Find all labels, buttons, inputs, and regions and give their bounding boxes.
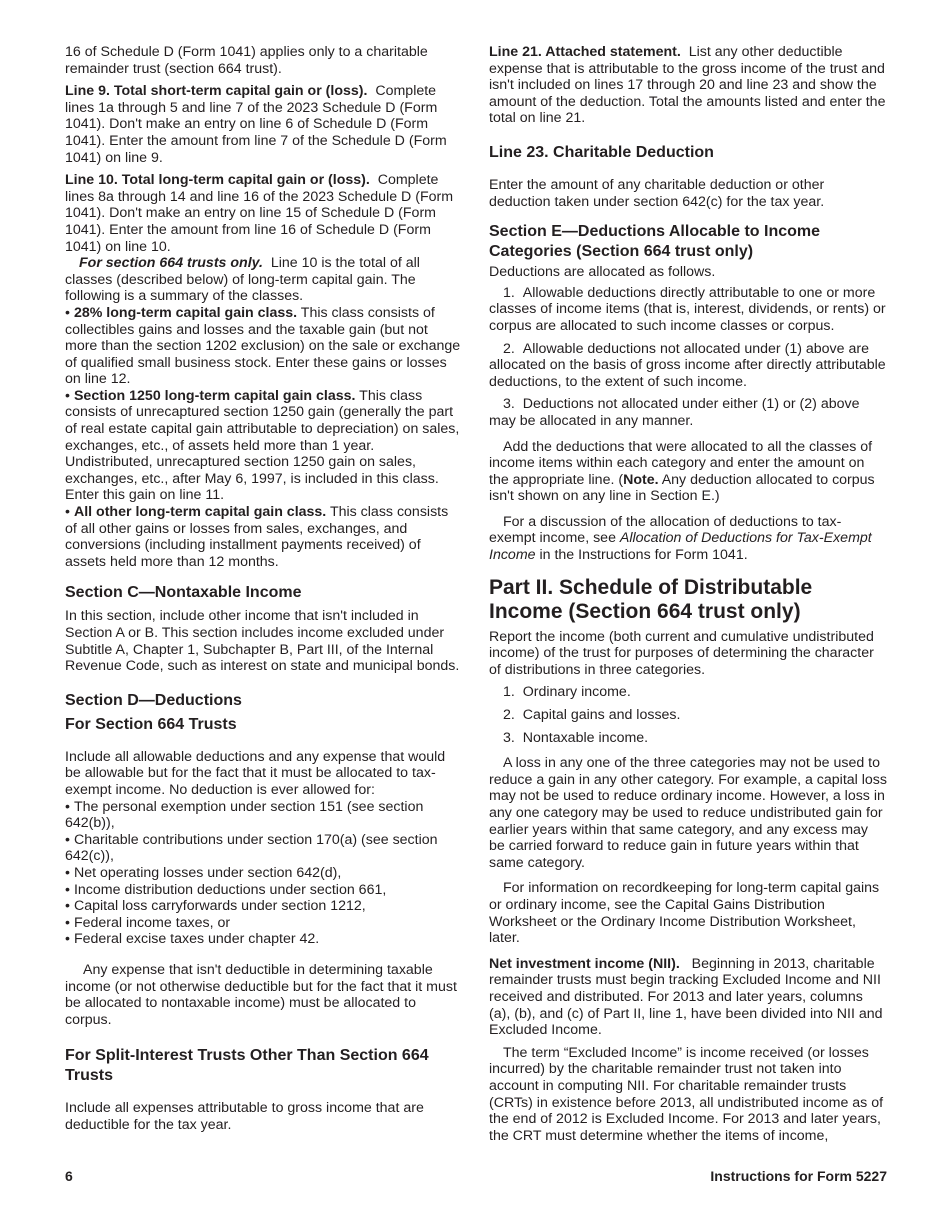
class-1250-bullet: • Section 1250 long-term capital gain class. This class consists of unrecaptured section 1250 gain (generally the part of real estate capital gain attributable to depreciation) on sales, exchanges, etc., of assets held more than 1 year. Undistributed, unrecaptured section 1250 gain on sales, exchanges, etc., after May 6, 1997, is included in this class. Enter this gain on line 11. xyxy=(65,387,460,504)
class-other-bullet: • All other long-term capital gain class. This class consists of all other gains or losses from sales, exchanges, and conversions (including installment payments received) of assets held more than 12 months. xyxy=(65,504,449,570)
allocation-item-2: 2. Allowable deductions not allocated under (1) above are allocated on the basis of gross income after directly attributable deductions, to the extent of such income. xyxy=(489,340,886,390)
section-c-heading: Section C—Nontaxable Income xyxy=(65,584,302,602)
list-item: • Charitable contributions under section 170(a) (see section 642(c)), xyxy=(65,831,438,865)
allocation-item-1: 1. Allowable deductions directly attributable to one or more classes of income items (that is, interest, dividends, or rents) or corpus are allocated to such income classes or corpus. xyxy=(489,284,886,334)
part-ii-heading: Part II. Schedule of Distributable Income (Section 664 trust only) xyxy=(489,575,813,623)
category-list xyxy=(489,684,887,746)
line9-paragraph: Line 9. Total short-term capital gain or (loss). Complete lines 1a through 5 and line 7 of the 2023 Schedule D (Form 1041). Don't make an entry on line 6 of Schedule D (Form 1041). Enter the amount from line 7 of the Schedule D (Form 1041) on line 9. xyxy=(65,83,447,166)
line10-heading: Line 10. Total long-term capital gain or (loss). xyxy=(65,172,370,189)
line23-text: Enter the amount of any charitable deduction or other deduction taken under section 642(c) for the tax year. xyxy=(489,176,825,210)
no-deduction-list xyxy=(65,799,463,948)
split-interest-text: Include all expenses attributable to gross income that are deductible for the tax year. xyxy=(65,1100,424,1133)
add-deductions-paragraph: Add the deductions that were allocated to all the classes of income items within each category and enter the amount on the appropriate line. (Note. Any deduction allocated to corpus isn't shown on any line in Section E.) xyxy=(489,438,875,505)
loss-paragraph: A loss in any one of the three categories may not be used to reduce a gain in any other category. For example, a capital loss may not be used to reduce ordinary income. However, a loss in any one category may be used to reduce undistributed gain for earlier years within that same category, and any excess may be carried forward to reduce gain in future years within that same category. xyxy=(489,755,887,871)
list-item: • Income distribution deductions under section 661, xyxy=(65,881,387,898)
discussion-paragraph: For a discussion of the allocation of deductions to tax-exempt income, see Allocation of Deductions for Tax-Exempt Income in the Instructions for Form 1041. xyxy=(489,513,872,564)
section-e-heading: Section E—Deductions Allocable to Income Categories (Section 664 trust only) xyxy=(489,223,821,261)
list-item: 1. Ordinary income. xyxy=(503,684,631,701)
intro-paragraph: 16 of Schedule D (Form 1041) applies only to a charitable remainder trust (section 664 trust). xyxy=(65,44,428,77)
list-item: • The personal exemption under section 151 (see section 642(b)), xyxy=(65,798,424,832)
line21-paragraph: Line 21. Attached statement. List any other deductible expense that is attributable to the gross income of the trust and isn't included on lines 17 through 20 and line 23 and show the amount of the deduction. Total the amounts listed and enter the total on line 21. xyxy=(489,44,886,127)
section-d-subheading: For Section 664 Trusts xyxy=(65,715,237,733)
section664-paragraph: For section 664 trusts only. Line 10 is the total of all classes (described below) of long-term capital gain. The following is a summary of the classes. xyxy=(65,255,420,305)
recordkeeping-paragraph: For information on recordkeeping for long-term capital gains or ordinary income, see the Capital Gains Distribution Worksheet or the Ordinary Income Distribution Worksheet, later. xyxy=(489,880,880,947)
right-column xyxy=(489,44,887,1150)
split-interest-heading: For Split-Interest Trusts Other Than Section 664 Trusts xyxy=(65,1047,429,1085)
line10-paragraph: Line 10. Total long-term capital gain or (loss). Complete lines 8a through 14 and line 16 of the 2023 Schedule D (Form 1041). Don't make an entry on line 15 of Schedule D (Form 1041). Enter the amount from line 16 of Schedule D (Form 1041) on line 10. xyxy=(65,172,454,255)
list-item: 3. Nontaxable income. xyxy=(503,729,649,746)
section-d-heading: Section D—Deductions xyxy=(65,691,242,709)
list-item: • Federal excise taxes under chapter 42. xyxy=(65,931,320,948)
section-c-text: In this section, include other income that isn't included in Section A or B. This section includes income excluded under Subtitle A, Chapter 1, Subchapter B, Part III, of the Internal Revenue Code, such as interest on state and municipal bonds. xyxy=(65,608,460,675)
section-e-text: Deductions are allocated as follows. xyxy=(489,264,716,281)
nii-heading: Net investment income (NII). xyxy=(489,955,680,972)
excluded-income-paragraph: The term “Excluded Income” is income received (or losses incurred) by the charitable remainder trust not taken into account in computing NII. For charitable remainder trusts (CRTs) in existence before 2013, all undistributed income as of the end of 2012 is Excluded Income. For 2013 and later years, the CRT must determine whether the items of income, xyxy=(489,1044,884,1144)
footer-document-title: Instructions for Form 5227 xyxy=(710,1168,887,1184)
line23-heading: Line 23. Charitable Deduction xyxy=(489,143,714,161)
section664-heading: For section 664 trusts only. xyxy=(79,255,263,272)
part-ii-text: Report the income (both current and cumulative undistributed income) of the trust for purposes of determining the character of distributions in three categories. xyxy=(489,628,874,678)
list-item: • Federal income taxes, or xyxy=(65,914,231,931)
class-28-bullet: • 28% long-term capital gain class. This class consists of collectibles gains and losses and the taxable gain (but not more than the section 1202 exclusion) on the sale or exchange of qualified small business stock. Enter these gains or losses on line 12. xyxy=(65,304,461,388)
nii-paragraph: Net investment income (NII). Beginning in 2013, charitable remainder trusts must begin tracking Excluded Income and NII received and distributed. For 2013 and later years, columns (a), (b), and (c) of Part II, line 1, have been divided into NII and Excluded Income. xyxy=(489,955,883,1039)
list-item: • Capital loss carryforwards under section 1212, xyxy=(65,898,366,915)
line9-heading: Line 9. Total short-term capital gain or (loss). xyxy=(65,83,368,100)
left-column xyxy=(65,44,463,1139)
page-number: 6 xyxy=(65,1168,73,1184)
line21-heading: Line 21. Attached statement. xyxy=(489,44,681,60)
expense-paragraph: Any expense that isn't deductible in determining taxable income (or not otherwise deductible but for the fact that it must be allocated to nontaxable income) must be allocated to corpus. xyxy=(65,961,457,1028)
section-d-text: Include all allowable deductions and any expense that would be allowable but for the fact that it must be allocated to tax-exempt income. No deduction is ever allowed for: xyxy=(65,748,446,798)
list-item: • Net operating losses under section 642(d), xyxy=(65,864,342,881)
allocation-item-3: 3. Deductions not allocated under either (1) or (2) above may be allocated in any manner. xyxy=(489,396,860,429)
list-item: 2. Capital gains and losses. xyxy=(503,707,681,724)
